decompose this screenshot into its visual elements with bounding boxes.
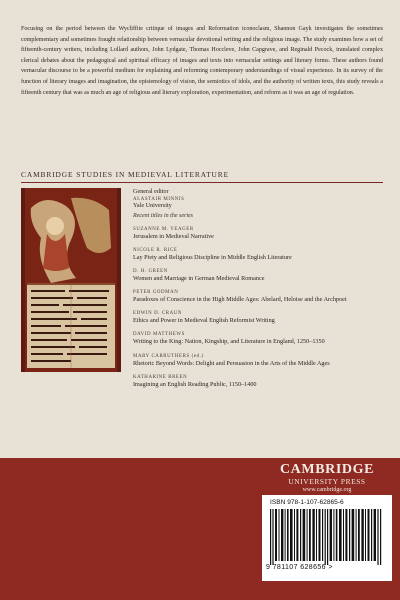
series-list [133,188,388,395]
cover-artwork [21,188,121,372]
book-author: DAVID MATTHEWS [133,332,185,338]
general-editor-affiliation: Yale University [133,202,172,209]
recent-titles-label: Recent titles in the series [133,213,193,219]
book-entry [133,374,388,389]
book-title: Rhetoric Beyond Words: Delight and Persuasion in the Arts of the Middle Ages [133,359,330,367]
book-author: NICOLE R. RICE [133,248,178,254]
series-rule [21,182,383,183]
series-title: CAMBRIDGE STUDIES IN MEDIEVAL LITERATURE [21,170,230,179]
isbn-label: ISBN 978-1-107-62865-6 [270,499,344,506]
book-entry [133,226,388,241]
book-title: Imagining an English Reading Public, 1150–1400 [133,380,257,388]
publisher-subname: UNIVERSITY PRESS [288,477,366,486]
book-title: Writing to the King: Nation, Kingship, and Literature in England, 1250–1350 [133,338,325,346]
book-entry [133,310,388,325]
book-entry [133,289,388,304]
barcode [270,509,384,565]
book-title: Ethics and Power in Medieval English Reformist Writing [133,317,275,325]
book-entry [133,247,388,262]
book-title: Paradoxes of Conscience in the High Middle Ages: Abelard, Heloise and the Archpoet [133,296,347,304]
book-author: KATHARINE BREEN [133,374,188,380]
book-description: Focusing on the period between the Wycliffite critique of images and Reformation iconoclasm, Shannon Gayk investigates the sometimes complementary and sometimes fraught relationship between vernacular devotional writing and the religious image. The study examines how a set of fifteenth-century writers, including Lollard authors, John Lydgate, Thomas Hoccleve, John Capgrave, and Reginald Pecock, translated complex clerical debates about the pedagogical and spiritual efficacy of images and texts into vernacular settings and literary forms. These authors found vernacular discourse to be a powerful medium for explaining and reforming contemporary understandings of visual experience. In its survey of the function of literary images and imagination, the epistemology of vision, the semiotics of idols, and the authority of written texts, this study reveals a fifteenth century that was as much an age of religious and literary exploration, experimentation, and reform as it was an age of regulation. [21,26,383,96]
barcode-digits: 9 781107 628656 > [266,564,333,571]
book-author: MARY CARRUTHERS (ed.) [133,353,204,359]
isbn-box [262,495,392,581]
book-author: EDWIN D. CRAUN [133,311,183,317]
general-editor-name: ALASTAIR MINNIS [133,197,185,202]
book-author: PETER GODMAN [133,290,179,296]
book-author: D. H. GREEN [133,269,168,275]
book-author: SUZANNE M. YEAGER [133,227,194,232]
book-entry [133,268,388,283]
book-entry [133,353,388,368]
publisher-url: www.cambridge.org [302,487,352,493]
publisher-logo [262,462,392,494]
book-title: Lay Piety and Religious Discipline in Middle English Literature [133,254,292,262]
publisher-name: CAMBRIDGE [279,462,375,477]
general-editor-label: General editor [133,188,169,195]
book-entry [133,331,388,346]
book-title: Women and Marriage in German Medieval Romance [133,275,265,283]
book-title: Jerusalem in Medieval Narrative [133,233,214,240]
